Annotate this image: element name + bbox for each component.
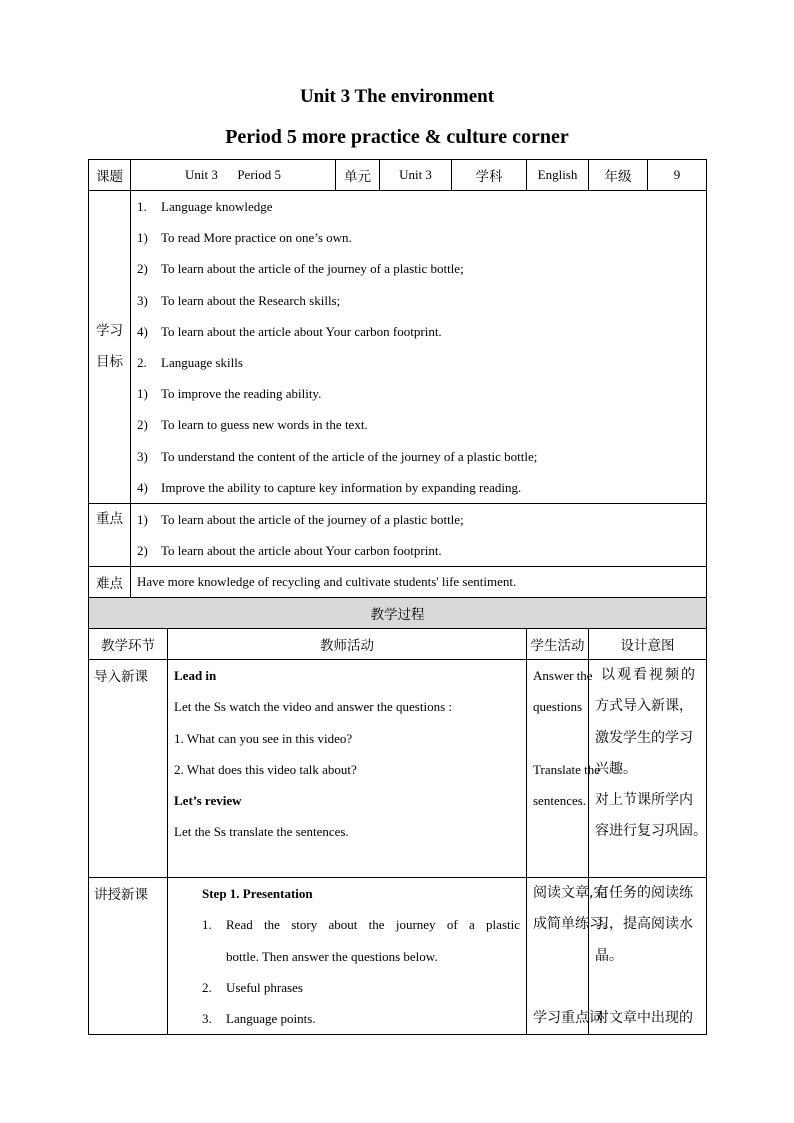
teacher-line: 2. What does this video talk about? [174, 761, 357, 777]
objective-line: 2) To learn about the article of the journey of a plastic bottle; [137, 261, 464, 277]
student-line: Answer the [533, 668, 593, 684]
unit-value: Unit 3 [380, 160, 452, 191]
col-design: 设计意图 [589, 629, 707, 660]
objective-line: 4) To learn about the article about Your carbon footprint. [137, 323, 442, 339]
design-line: 晶。 [595, 947, 624, 964]
process-header: 教学过程 [89, 598, 707, 629]
key-point-line: 1) To learn about the article of the journey of a plastic bottle; [137, 511, 464, 527]
student-line: questions [533, 699, 583, 715]
col-teacher: 教师活动 [168, 629, 527, 660]
student-line: 阅读文章,完 [533, 885, 608, 902]
objective-line: 3) To learn about the Research skills; [137, 292, 341, 308]
col-stage: 教学环节 [89, 629, 168, 660]
lesson-plan-table [88, 159, 707, 1035]
topic-label: 课题 [89, 160, 131, 191]
design-line: 兴趣。 [595, 760, 638, 777]
difficulty-row [89, 567, 707, 598]
student-activity-cell [527, 660, 601, 878]
objective-line: 1) To improve the reading ability. [137, 386, 322, 402]
grade-label: 年级 [589, 160, 648, 191]
objective-line: 1) To read More practice on one’s own. [137, 230, 352, 246]
design-line: 容进行复习巩固。 [595, 823, 708, 840]
key-points-row [89, 503, 707, 566]
document-title: Unit 3 The environment [299, 86, 495, 107]
topic-value: Unit 3 Period 5 [131, 160, 336, 191]
teacher-line: 1. Read the story about the journey of a plastic [202, 917, 520, 933]
student-line [533, 972, 584, 1003]
objectives-label-line-1: 学习 [96, 322, 123, 339]
objectives-label-line-2: 目标 [96, 353, 123, 370]
objective-line: 2) To learn to guess new words in the text. [137, 417, 368, 433]
process-columns-row [89, 629, 707, 660]
objective-line: 4) Improve the ability to capture key information by expanding reading. [137, 479, 522, 495]
document-subtitle: Period 5 more practice & culture corner [225, 126, 569, 148]
key-points-label: 重点 [89, 503, 131, 566]
design-line: 习，提高阅读水 [595, 916, 694, 933]
lead-in-heading: Lead in [174, 668, 217, 684]
grade-value: 9 [648, 160, 707, 191]
process-row-presentation [89, 878, 707, 1035]
difficulty-text: Have more knowledge of recycling and cultivate students' life sentiment. [131, 567, 707, 598]
objectives-row [89, 191, 707, 504]
design-line: 对文章中出现的 [595, 1010, 694, 1026]
objective-line: 2. Language skills [137, 354, 243, 370]
objectives-content [131, 191, 707, 504]
student-line: 成简单练习。 [533, 916, 617, 933]
process-header-row [89, 598, 707, 629]
objectives-label [89, 191, 131, 504]
objective-line: 3) To understand the content of the article of the journey of a plastic bottle; [137, 448, 538, 464]
design-line: 激发学生的学习 [595, 729, 694, 746]
teacher-line: 2. Useful phrases [202, 979, 303, 995]
col-student: 学生活动 [527, 629, 589, 660]
process-row-lead-in [89, 660, 707, 878]
info-row [89, 160, 707, 191]
design-intent-cell [589, 660, 707, 878]
key-points-content [131, 503, 707, 566]
student-line: sentences. [533, 793, 587, 808]
review-heading: Let’s review [174, 793, 242, 808]
unit-label: 单元 [336, 160, 380, 191]
teacher-line: Let the Ss translate the sentences. [174, 824, 349, 840]
subject-label: 学科 [452, 160, 527, 191]
design-line: 以观看视频的 [601, 667, 698, 684]
teacher-activity-cell [168, 878, 527, 1035]
design-line [595, 972, 702, 1003]
step-heading: Step 1. Presentation [202, 886, 313, 902]
difficulty-label: 难点 [89, 567, 131, 598]
design-intent-cell [589, 878, 707, 1035]
subject-value: English [527, 160, 589, 191]
teacher-line: Let the Ss watch the video and answer the questions : [174, 699, 452, 715]
teacher-line: bottle. Then answer the questions below. [226, 948, 438, 964]
student-line [533, 723, 582, 754]
teacher-activity-cell [168, 660, 527, 878]
teacher-line: 3. Language points. [202, 1011, 316, 1026]
student-line [533, 941, 584, 972]
stage-cell: 讲授新课 [89, 878, 168, 1035]
stage-cell: 导入新课 [89, 660, 168, 878]
student-line: 学习重点词 [533, 1010, 603, 1026]
student-line: Translate the [533, 761, 601, 777]
objective-line: 1. Language knowledge [137, 199, 273, 214]
design-line: 对上节课所学内 [595, 792, 694, 808]
design-line: 方式导入新课， [595, 698, 694, 715]
design-line: 有任务的阅读练 [595, 885, 694, 902]
key-point-line: 2) To learn about the article about Your carbon footprint. [137, 543, 442, 559]
teacher-line: 1. What can you see in this video? [174, 730, 353, 746]
student-activity-cell [527, 878, 617, 1035]
